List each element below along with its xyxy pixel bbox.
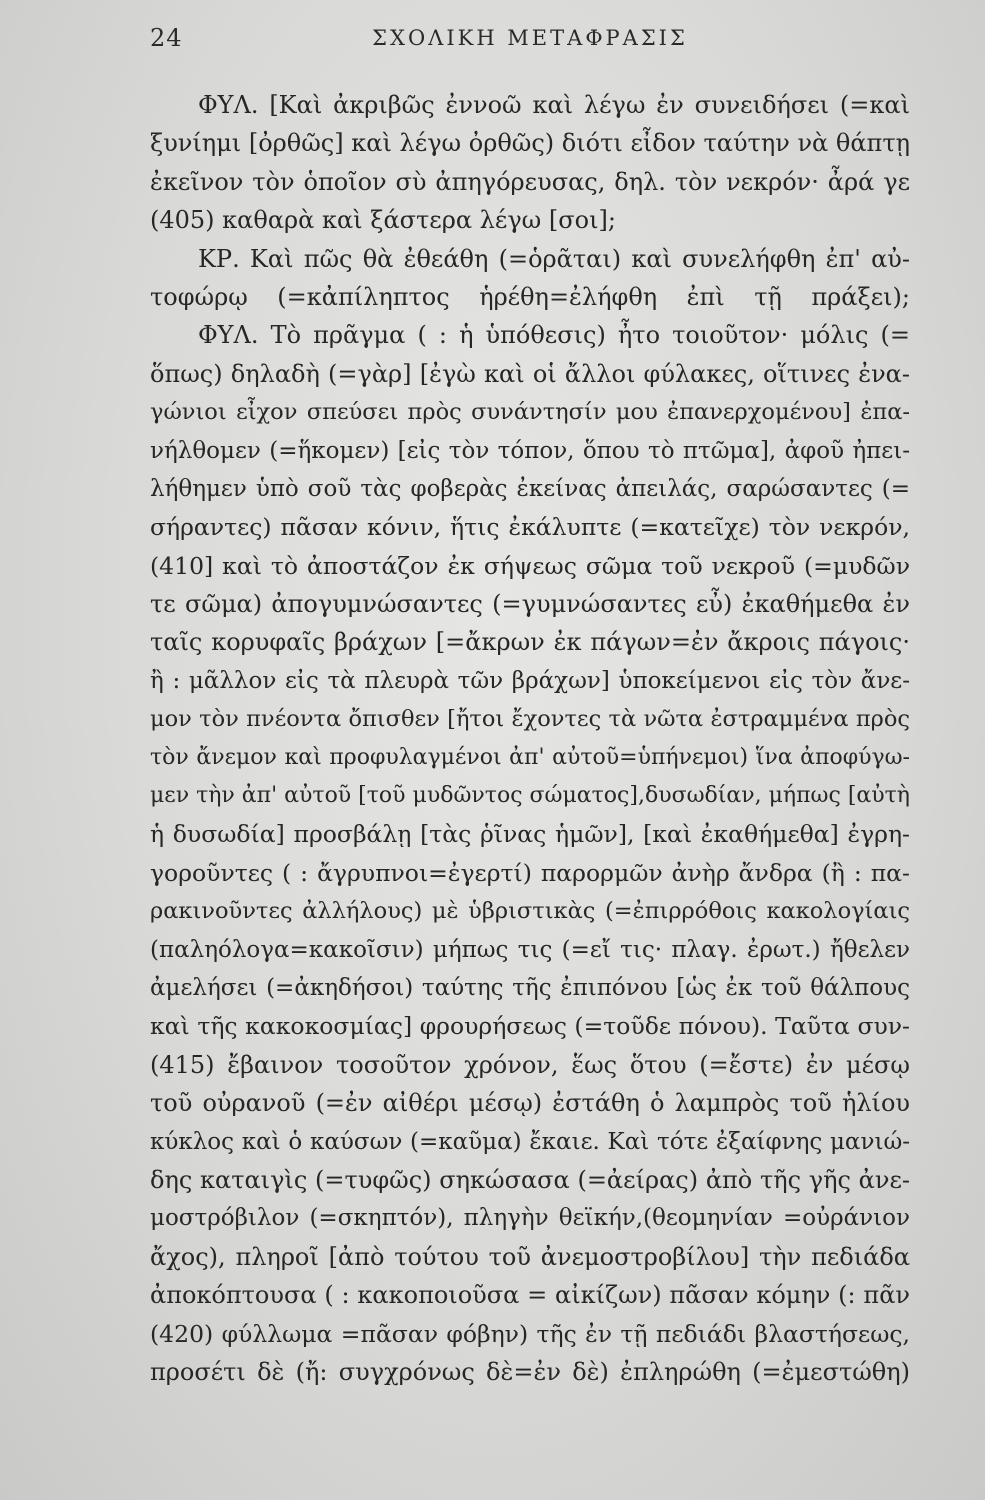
page-header (150, 24, 910, 60)
text-line: ΦΥΛ. [Καὶ ἀκριβῶς ἐννοῶ καὶ λέγω ἐν συνειδήσει (=καὶ (198, 91, 910, 119)
text-line: ρακινοῦντες ἀλλήλους) μὲ ὑβριστικὰς (=ἐπιρρόθοις κακολογίαις (150, 898, 910, 925)
text-line: καὶ τῆς κακοκοσμίας] φρουρήσεως (=τοῦδε πόνου). Ταῦτα συν- (150, 1012, 910, 1041)
text-line: λήθημεν ὑπὸ σοῦ τὰς φοβερὰς ἐκείνας ἀπειλάς, σαρώσαντες (= (150, 475, 910, 502)
text-line: μεν τὴν ἀπ' αὐτοῦ [τοῦ μυδῶντος σώματος],δυσωδίαν, μήπως [αὐτὴ (150, 783, 910, 809)
text-line: νήλθομεν (=ἥκομεν) [εἰς τὸν τόπον, ὅπου τὸ πτῶμα], ἀφοῦ ἠπει- (150, 437, 910, 464)
text-line: ἐκεῖνον τὸν ὁποῖον σὺ ἀπηγόρευσας, δηλ. τὸν νεκρόν· ἆρά γε (150, 167, 910, 196)
text-line: τε σῶμα) ἀπογυμνώσαντες (=γυμνώσαντες εὖ) ἐκαθήμεθα ἐν (150, 590, 910, 619)
text-line: (παληόλογα=κακοῖσιν) μήπως τις (=εἴ τις· πλαγ. ἐρωτ.) ἤθελεν (150, 936, 910, 963)
text-line: κύκλος καὶ ὁ καύσων (=καῦμα) ἔκαιε. Καὶ τότε ἐξαίφνης μανιώ- (150, 1128, 910, 1155)
text-line: ξυνίημι [ὀρθῶς] καὶ λέγω ὀρθῶς) διότι εἶδον ταύτην νὰ θάπτῃ (150, 129, 910, 158)
text-line: ἀποκόπτουσα ( : κακοποιοῦσα = αἰκίζων) πᾶσαν κόμην (: πᾶν (150, 1281, 910, 1310)
running-title: ΣΧΟΛΙΚΗ ΜΕΤΑΦΡΑΣΙΣ (372, 26, 688, 50)
text-line: τοῦ οὐρανοῦ (=ἐν αἰθέρι μέσῳ) ἐστάθη ὁ λαμπρὸς τοῦ ἡλίου (150, 1089, 910, 1118)
text-line: ἀμελήσει (=ἀκηδήσοι) ταύτης τῆς ἐπιπόνου [ὡς ἐκ τοῦ θάλπους (150, 974, 910, 1001)
text-line: γώνιοι εἶχον σπεύσει πρὸς συνάντησίν μου ἐπανερχομένου] ἐπα- (150, 399, 910, 426)
text-line: ἢ : μᾶλλον εἰς τὰ πλευρὰ τῶν βράχων] ὑποκείμενοι εἰς τὸν ἄνε- (150, 667, 910, 694)
text-line: τὸν ἄνεμον καὶ προφυλαγμένοι ἀπ' αὐτοῦ=ὑπήνεμοι) ἵνα ἀποφύγω- (150, 744, 910, 770)
text-line: (415) ἔβαινον τοσοῦτον χρόνον, ἕως ὅτου (=ἔστε) ἐν μέσῳ (150, 1050, 910, 1079)
text-line: ταῖς κορυφαῖς βράχων [=ἄκρων ἐκ πάγων=ἐν ἄκροις πάγοις· (150, 628, 910, 657)
text-line: τοφώρῳ (=κἀπίληπτος ἡρέθη=ἐλήφθη ἐπὶ τῇ πράξει); (150, 282, 910, 311)
text-line: δης καταιγὶς (=τυφῶς) σηκώσασα (=ἀείρας) ἀπὸ τῆς γῆς ἀνε- (150, 1165, 910, 1194)
text-line: προσέτι δὲ (ἤ: συγχρόνως δὲ=ἐν δὲ) ἐπληρώθη (=ἐμεστώθη) (150, 1357, 910, 1386)
body-text (150, 86, 910, 1391)
text-line: μοστρόβιλον (=σκηπτόν), πληγὴν θεϊκήν,(θεομηνίαν =οὐράνιον (150, 1205, 910, 1232)
text-line: ΚΡ. Καὶ πῶς θὰ ἐθεάθη (=ὁρᾶται) καὶ συνελήφθη ἐπ' αὐ- (198, 244, 910, 273)
text-line: ἄχος), πληροῖ [ἀπὸ τούτου τοῦ ἀνεμοστροβίλου] τὴν πεδιάδα (150, 1242, 910, 1271)
text-line: μον τὸν πνέοντα ὄπισθεν [ἤτοι ἔχοντες τὰ νῶτα ἐστραμμένα πρὸς (150, 706, 910, 733)
page-number: 24 (150, 24, 183, 52)
text-line: ὅπως) δηλαδὴ (=γὰρ] [ἐγὼ καὶ οἱ ἄλλοι φύλακες, οἵτινες ἐνα- (150, 359, 910, 388)
text-line: (420) φύλλωμα =πᾶσαν φόβην) τῆς ἐν τῇ πεδιάδι βλαστήσεως, (150, 1319, 910, 1348)
text-line: ἡ δυσωδία] προσβάλῃ [τὰς ῥῖνας ἡμῶν], [καὶ ἐκαθήμεθα] ἐγρη- (150, 820, 910, 849)
text-line: γοροῦντες ( : ἄγρυπνοι=ἐγερτί) παρορμῶν ἀνὴρ ἄνδρα (ἢ : πα- (150, 858, 910, 887)
text-line: ΦΥΛ. Τὸ πρᾶγμα ( : ἡ ὑπόθεσις) ἦτο τοιοῦτον· μόλις (= (198, 321, 910, 350)
text-line: (410] καὶ τὸ ἀποστάζον ἐκ σήψεως σῶμα τοῦ νεκροῦ (=μυδῶν (150, 551, 910, 580)
text-line: σήραντες) πᾶσαν κόνιν, ἥτις ἐκάλυπτε (=κατεῖχε) τὸν νεκρόν, (150, 513, 910, 542)
text-line: (405) καθαρὰ καὶ ξάστερα λέγω [σοι]; (150, 206, 616, 235)
